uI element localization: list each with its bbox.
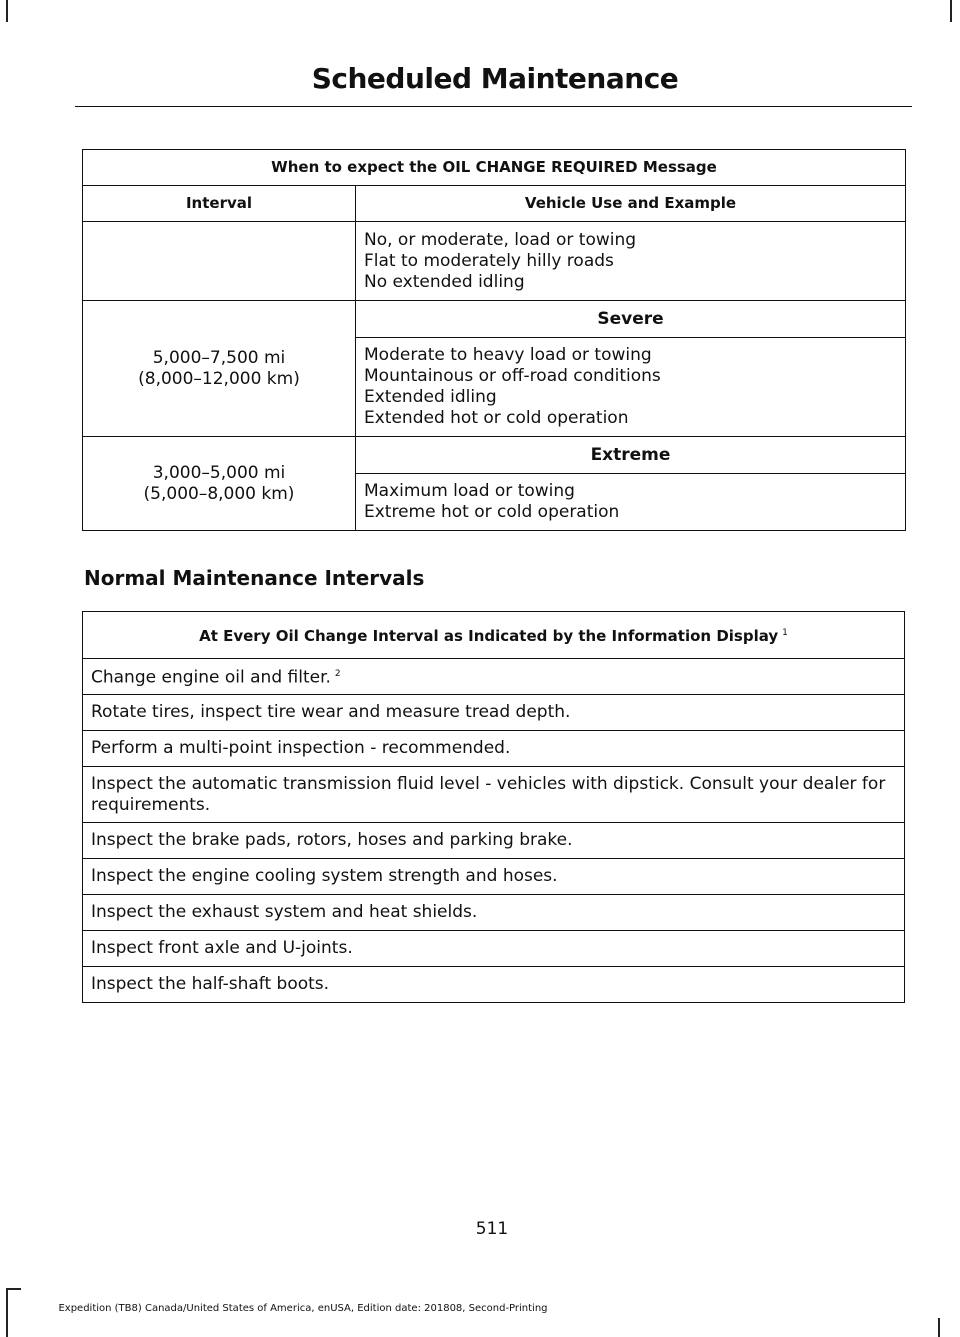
use-line: Mountainous or off-road conditions [364,366,661,386]
use-line: No, or moderate, load or towing [364,229,637,250]
extreme-label: Extreme [356,437,906,474]
vehicle-use-column-header: Vehicle Use and Example [356,186,906,222]
extreme-use-cell [356,474,906,531]
severe-interval-cell [83,301,356,437]
crop-mark [6,0,8,22]
interval-column-header: Interval [83,186,356,222]
title-divider [75,106,912,107]
normal-maintenance-table [82,611,905,1003]
crop-mark [950,0,952,22]
table-row: Inspect the automatic transmission fluid level - vehicles with dipstick. Consult your dealer for requirements. [83,767,905,823]
table-row: Inspect the exhaust system and heat shields. [83,895,905,931]
table-row: Inspect the engine cooling system strength and hoses. [83,859,905,895]
extreme-interval-km: (5,000–8,000 km) [143,483,295,504]
table-row: Inspect the brake pads, rotors, hoses and parking brake. [83,823,905,859]
use-line: Maximum load or towing [364,481,575,501]
normal-use-cell [356,222,906,301]
row-text: Change engine oil and filter. [91,667,331,688]
section-heading: Normal Maintenance Intervals [84,566,425,590]
use-line: No extended idling [364,271,525,292]
table-row: Inspect front axle and U-joints. [83,931,905,967]
normal-table-header-text: At Every Oil Change Interval as Indicated by the Information Display [199,627,779,645]
page-title: Scheduled Maintenance [311,62,679,95]
severe-use-cell [356,338,906,437]
table-row: Rotate tires, inspect tire wear and measure tread depth. [83,695,905,731]
crop-mark [938,1318,940,1337]
table-row: Inspect the half-shaft boots. [83,967,905,1003]
crop-mark [6,1288,21,1290]
footer-text: Expedition (TB8) Canada/United States of America, enUSA, Edition date: 201808, Second-Printing [58,1303,548,1314]
extreme-interval-mi: 3,000–5,000 mi [152,462,286,483]
severe-interval-km: (8,000–12,000 km) [138,368,300,389]
use-line: Extreme hot or cold operation [364,502,620,522]
severe-label: Severe [356,301,906,338]
use-line: Extended idling [364,387,497,407]
normal-interval-cell [83,222,356,301]
page-number: 511 [475,1219,509,1239]
extreme-interval-cell [83,437,356,531]
use-line: Moderate to heavy load or towing [364,345,652,365]
oil-table-caption: When to expect the OIL CHANGE REQUIRED Message [83,150,906,186]
table-row: Perform a multi-point inspection - recommended. [83,731,905,767]
table-row [83,659,905,695]
oil-change-table [82,149,906,531]
use-line: Extended hot or cold operation [364,408,629,428]
footnote-marker: 2 [334,669,341,680]
normal-table-header [83,612,905,659]
use-line: Flat to moderately hilly roads [364,250,614,271]
footnote-marker: 1 [782,628,788,638]
severe-interval-mi: 5,000–7,500 mi [152,347,286,368]
